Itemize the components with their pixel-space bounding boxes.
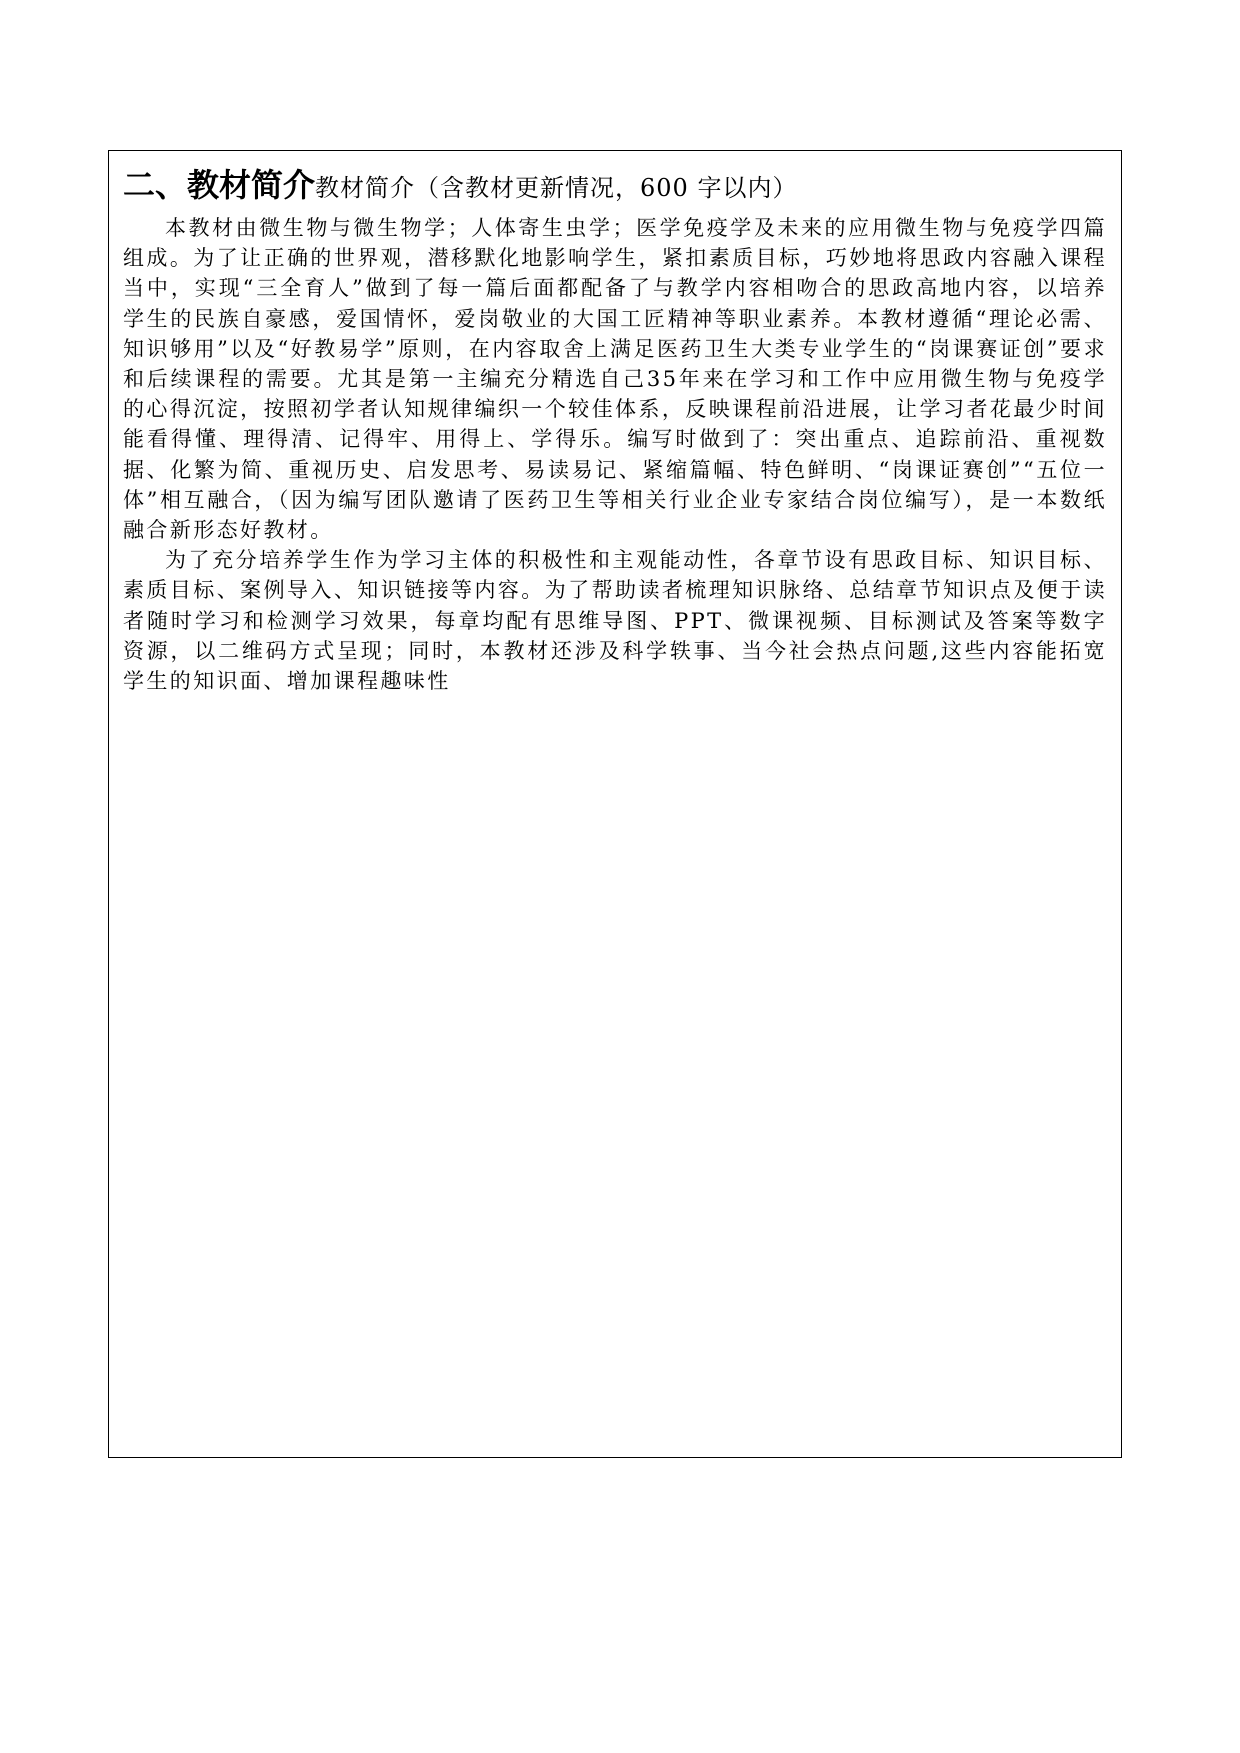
intro-body <box>123 213 1107 696</box>
intro-paragraph-1: 本教材由微生物与微生物学；人体寄生虫学；医学免疫学及未来的应用微生物与免疫学四篇组成。为了让正确的世界观，潜移默化地影响学生，紧扣素质目标，巧妙地将思政内容融入课程当中，实现“三全育人”做到了每一篇后面都配备了与教学内容相吻合的思政高地内容，以培养学生的民族自豪感，爱国情怀，爱岗敬业的大国工匠精神等职业素养。本教材遵循“理论必需、知识够用”以及“好教易学”原则，在内容取舍上满足医药卫生大类专业学生的“岗课赛证创”要求和后续课程的需要。尤其是第一主编充分精选自己35年来在学习和工作中应用微生物与免疫学的心得沉淀，按照初学者认知规律编织一个较佳体系，反映课程前沿进展，让学习者花最少时间能看得懂、理得清、记得牢、用得上、学得乐。编写时做到了：突出重点、追踪前沿、重视数据、化繁为简、重视历史、启发思考、易读易记、紧缩篇幅、特色鲜明、“岗课证赛创”“五位一体”相互融合，（因为编写团队邀请了医药卫生等相关行业企业专家结合岗位编写），是一本数纸融合新形态好教材。 <box>123 216 1107 543</box>
intro-paragraph-2: 为了充分培养学生作为学习主体的积极性和主观能动性，各章节设有思政目标、知识目标、素质目标、案例导入、知识链接等内容。为了帮助读者梳理知识脉络、总结章节知识点及便于读者随时学习和检测学习效果，每章均配有思维导图、PPT、微课视频、目标测试及答案等数字资源，以二维码方式呈现；同时，本教材还涉及科学轶事、当今社会热点问题,这些内容能拓宽学生的知识面、增加课程趣味性 <box>123 548 1107 694</box>
section-heading-main: 二、教材简介 <box>123 166 316 204</box>
section-heading <box>123 163 797 213</box>
section-heading-sub: 教材简介（含教材更新情况，600 字以内） <box>315 174 798 202</box>
intro-form-box <box>108 150 1122 1458</box>
